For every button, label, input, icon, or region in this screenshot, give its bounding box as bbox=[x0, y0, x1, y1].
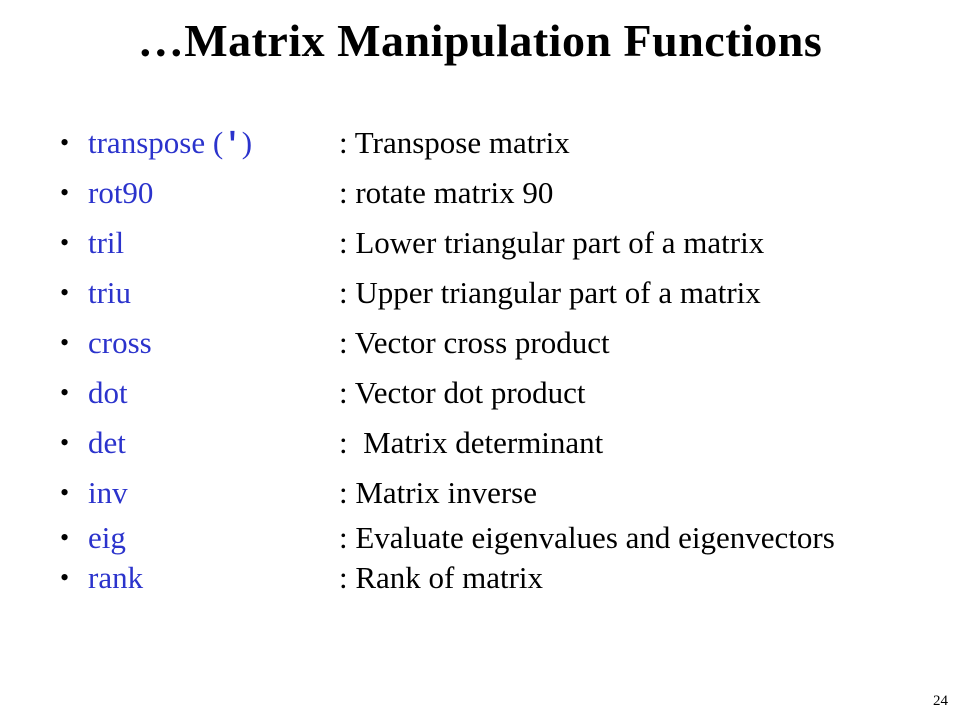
bullet-icon: • bbox=[60, 228, 70, 257]
list-item-inv bbox=[60, 468, 950, 518]
function-name: rot90 bbox=[88, 175, 154, 210]
list-item-eig bbox=[60, 518, 950, 558]
page-number: 24 bbox=[933, 693, 948, 709]
function-description: : Matrix determinant bbox=[339, 425, 604, 460]
list-item-dot bbox=[60, 368, 950, 418]
function-description: : Matrix inverse bbox=[339, 475, 538, 510]
bullet-icon: • bbox=[60, 378, 70, 407]
list-item-det bbox=[60, 418, 950, 468]
function-name: triu bbox=[88, 275, 132, 310]
bullet-icon: • bbox=[60, 428, 70, 457]
function-name: inv bbox=[88, 475, 128, 510]
function-description: : Vector cross product bbox=[339, 325, 610, 360]
list-item-transpose bbox=[60, 118, 950, 168]
function-description: : Vector dot product bbox=[339, 375, 586, 410]
function-name: det bbox=[88, 425, 126, 460]
function-description: : rotate matrix 90 bbox=[339, 175, 554, 210]
function-description: : Lower triangular part of a matrix bbox=[339, 225, 765, 260]
function-description: : Evaluate eigenvalues and eigenvectors bbox=[339, 520, 835, 555]
bullet-icon: • bbox=[60, 128, 70, 157]
list-item-tril bbox=[60, 218, 950, 268]
function-name: dot bbox=[88, 375, 128, 410]
prime-symbol: ′ bbox=[223, 128, 242, 163]
function-name: rank bbox=[88, 560, 144, 595]
list-item-rank bbox=[60, 558, 950, 598]
list-item-cross bbox=[60, 318, 950, 368]
function-name: transpose (′) bbox=[88, 125, 253, 163]
bullet-icon: • bbox=[60, 178, 70, 207]
bullet-icon: • bbox=[60, 278, 70, 307]
list-item-rot90 bbox=[60, 168, 950, 218]
bullet-icon: • bbox=[60, 523, 70, 552]
bullet-icon: • bbox=[60, 478, 70, 507]
function-description: : Upper triangular part of a matrix bbox=[339, 275, 761, 310]
function-description: : Rank of matrix bbox=[339, 560, 544, 595]
list-item-triu bbox=[60, 268, 950, 318]
slide-title: …Matrix Manipulation Functions bbox=[137, 15, 823, 66]
bullet-icon: • bbox=[60, 328, 70, 357]
function-name: tril bbox=[88, 225, 125, 260]
function-name: eig bbox=[88, 520, 126, 555]
function-name: cross bbox=[88, 325, 152, 360]
function-description: : Transpose matrix bbox=[339, 125, 570, 160]
function-list bbox=[60, 118, 950, 598]
bullet-icon: • bbox=[60, 563, 70, 592]
